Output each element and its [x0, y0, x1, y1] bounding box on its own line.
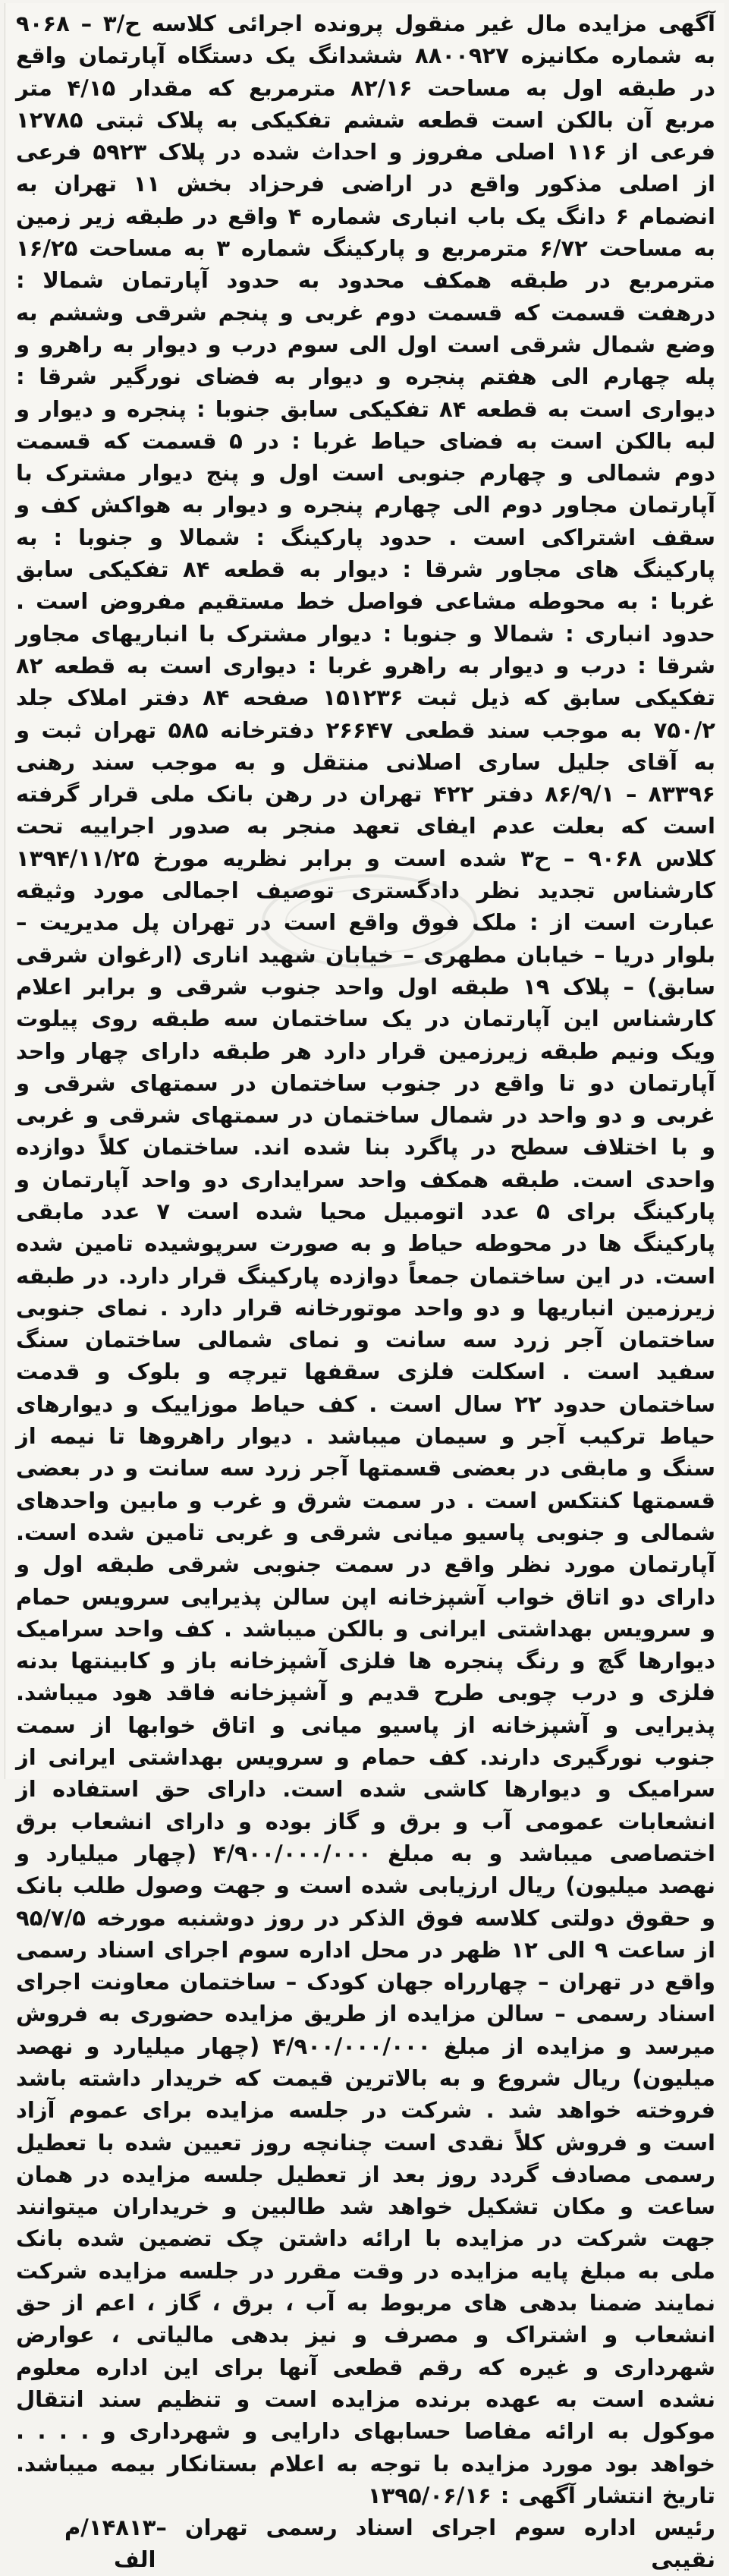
auction-notice — [5, 3, 724, 2573]
notice-code: ۱۴۸۱۳/م الف — [64, 2515, 156, 2573]
notice-body: آگهی مزایده مال غیر منقول پرونده اجرائی کلاسه ح/۳ – ۹۰۶۸ به شماره مکانیزه ۸۸۰۰۹۲۷ ششدانگ یک دستگاه آپارتمان واقع در طبقه اول به مساحت ۸۲/۱۶ مترمربع که مقدار ۴/۱۵ متر مربع آن بالکن است قطعه ششم تفکیکی به پلاک ثبتی ۱۲۷۸۵ فرعی از ۱۱۶ اصلی مفروز و احداث شده در پلاک ۵۹۲۳ فرعی از اصلی مذکور واقع در اراضی فرحزاد بخش ۱۱ تهران به انضمام ۶ دانگ یک باب انباری شماره ۴ واقع در طبقه زیر زمین به مساحت ۶/۷۲ مترمربع و پارکینگ شماره ۳ به مساحت ۱۶/۲۵ مترمربع در طبقه همکف محدود به حدود آپارتمان شمالا : درهفت قسمت که قسمت دوم غربی و پنجم شرقی وششم به وضع شمال شرقی است اول الی سوم درب و دیوار به راهرو و پله چهارم الی هفتم پنجره و دیوار به فضای نورگیر شرقا : دیواری است به قطعه ۸۴ تفکیکی سابق جنوبا : پنجره و دیوار و لبه بالکن است به فضای حیاط غربا : در ۵ قسمت که قسمت دوم شمالی و چهارم جنوبی است اول و پنج دیوار مشترک با آپارتمان مجاور دوم الی چهارم پنجره و دیوار به هواکش کف و سقف اشتراکی است . حدود پارکینگ : شمالا و جنوبا : به پارکینگ های مجاور شرقا : دیوار به قطعه ۸۴ تفکیکی سابق غربا : به محوطه مشاعی فواصل خط مستقیم مفروض است . حدود انباری : شمالا و جنوبا : دیوار مشترک با انباریهای مجاور شرقا : درب و دیوار به راهرو غربا : دیواری است به قطعه ۸۲ تفکیکی سابق که ذیل ثبت ۱۵۱۲۳۶ صفحه ۸۴ دفتر املاک جلد ۷۵۰/۲ به موجب سند قطعی ۲۶۶۴۷ دفترخانه ۵۸۵ تهران ثبت و به آقای جلیل ساری اصلانی منتقل و به موجب سند رهنی ۸۳۳۹۶ – ۸۶/۹/۱ دفتر ۴۲۲ تهران در رهن بانک ملی قرار گرفته است که بعلت عدم ایفای تعهد منجر به صدور اجراییه تحت کلاس ۹۰۶۸ – ح۳ شده است و برابر نظریه مورخ ۱۳۹۴/۱۱/۲۵ کارشناس تجدید نظر دادگستری توصیف اجمالی مورد وثیقه عبارت است از : ملک فوق واقع است در تهران پل مدیریت – بلوار دریا – خیابان مطهری – خیابان شهید اناری (ارغوان شرقی سابق) – پلاک ۱۹ طبقه اول واحد جنوب شرقی و برابر اعلام کارشناس این آپارتمان در یک ساختمان سه طبقه روی پیلوت ویک ونیم طبقه زیرزمین قرار دارد هر طبقه دارای چهار واحد آپارتمان دو تا واقع در جنوب ساختمان در سمتهای شرقی و غربی و دو واحد در شمال ساختمان در سمتهای شرقی و غربی و با اختلاف سطح در پاگرد بنا شده اند. ساختمان کلاً دوازده واحدی است. طبقه همکف واحد سرایداری دو واحد آپارتمان و پارکینگ برای ۵ عدد اتومبیل محیا شده است ۷ عدد مابقی پارکینگ ها در محوطه حیاط و به صورت سرپوشیده تامین شده است. در این ساختمان جمعاً دوازده پارکینگ قرار دارد. در طبقه زیرزمین انباریها و دو واحد موتورخانه قرار دارد . نمای جنوبی ساختمان آجر زرد سه سانت و نمای شمالی ساختمان سنگ سفید است . اسکلت فلزی سقفها تیرچه و بلوک و قدمت ساختمان حدود ۲۲ سال است . کف حیاط موزاییک و دیوارهای حیاط ترکیب آجر و سیمان میباشد . دیوار راهروها تا نیمه از سنگ و مابقی در بعضی قسمتها آجر زرد سه سانت و در بعضی قسمتها کنتکس است . در سمت شرق و غرب و مابین واحدهای شمالی و جنوبی پاسیو میانی شرقی و غربی تامین شده است. آپارتمان مورد نظر واقع در سمت جنوبی شرقی طبقه اول و دارای دو اتاق خواب آشپزخانه اپن سالن پذیرایی سرویس حمام و سرویس بهداشتی ایرانی و بالکن میباشد . کف واحد سرامیک دیوارها گچ و رنگ پنجره ها فلزی آشپزخانه باز و کابینتها بدنه فلزی و درب چوبی طرح قدیم و آشپزخانه فاقد هود میباشد. پذیرایی و آشپزخانه از پاسیو میانی و اتاق خوابها از سمت جنوب نورگیری دارند. کف حمام و سرویس بهداشتی ایرانی از سرامیک و دیوارها کاشی شده است. دارای حق استفاده از انشعابات عمومی آب و برق و گاز بوده و دارای انشعاب برق اختصاصی میباشد و به مبلغ ۴/۹۰۰/۰۰۰/۰۰۰ (چهار میلیارد و نهصد میلیون) ریال ارزیابی شده است و جهت وصول طلب بانک و حقوق دولتی کلاسه فوق الذکر در روز دوشنبه مورخه ۹۵/۷/۵ از ساعت ۹ الی ۱۲ ظهر در محل اداره سوم اجرای اسناد رسمی واقع در تهران – چهارراه جهان کودک – ساختمان معاونت اجرای اسناد رسمی – سالن مزایده از طریق مزایده حضوری به فروش میرسد و مزایده از مبلغ ۴/۹۰۰/۰۰۰/۰۰۰ (چهار میلیارد و نهصد میلیون) ریال شروع و به بالاترین قیمت که خریدار داشته باشد فروخته خواهد شد . شرکت در جلسه مزایده برای عموم آزاد است و فروش کلاً نقدی است چنانچه روز تعیین شده با تعطیل رسمی مصادف گردد روز بعد از تعطیل جلسه مزایده در همان ساعت و مکان تشکیل خواهد شد طالبین و خریداران میتوانند جهت شرکت در مزایده با ارائه داشتن چک تضمین شده بانک ملی به مبلغ پایه مزایده در وقت مقرر در جلسه مزایده شرکت نمایند ضمنا بدهی های مربوط به آب ، برق ، گاز ، اعم از حق انشعاب و اشتراک و مصرف و نیز بدهی مالیاتی ، عوارض شهرداری و غیره که رقم قطعی آنها برای این اداره معلوم نشده است به عهده برنده مزایده است و تنظیم سند انتقال موکول به ارائه مفاصا حسابهای دارایی و شهرداری و . . . . خواهد بود مورد مزایده با توجه به اعلام بستانکار بیمه میباشد. تاریخ انتشار آگهی : ۱۳۹۵/۰۶/۱۶ — [6, 11, 716, 2508]
signature-line: رئیس اداره سوم اجرای اسناد رسمی تهران – نقیبی — [156, 2515, 715, 2573]
newspaper-clipping — [5, 3, 724, 2573]
notice-footer — [16, 2511, 715, 2576]
